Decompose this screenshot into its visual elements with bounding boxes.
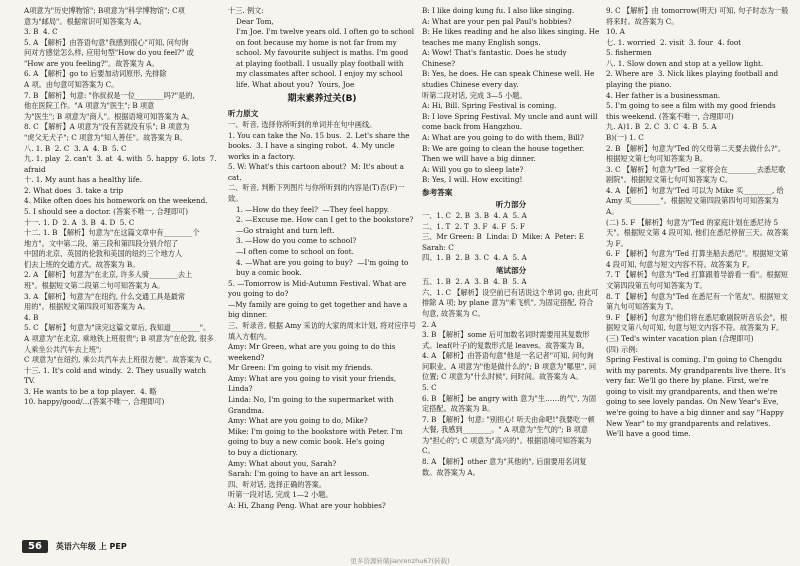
text-line: 5. W: What's this cartoon about? M: It's about a cat.	[228, 162, 407, 182]
text-line: B)(一) 1. C	[606, 132, 644, 142]
text-line: 十. 1. My aunt has a healthy life.	[24, 175, 142, 185]
text-line: Linda: No, I'm going to the supermarket with Grandma.	[228, 395, 396, 415]
text-line: 8. C 【解析】A 项意为"没有苦就没有乐"; B 项意为	[24, 122, 190, 132]
text-line: Amy: What are you going to do, Mike?	[228, 416, 368, 426]
book-title: 英语六年级 上 PEP	[55, 542, 127, 551]
text-line: 4. —What are you going to buy? —I'm going to buy a comic book.	[236, 257, 411, 278]
text-line: 4. B	[24, 312, 39, 322]
text-line: —I often come to school on foot.	[236, 246, 354, 256]
text-line: 他在医院工作。"A 项意为"医生"; B 项意	[24, 101, 155, 111]
text-line: 2. A	[422, 319, 437, 329]
text-line: A: What are you going to do with them, Bill?	[422, 132, 584, 142]
page-number: 56	[22, 540, 48, 553]
text-line: B: He likes reading and he also likes singing. He teaches me many English songs.	[422, 27, 602, 47]
text-line: 用的"。根据短文第四段可知答案为 A。	[24, 302, 150, 312]
text-line: 5. I'm going to see a film with my good friends this weekend. (答案不唯一, 合理即可)	[606, 101, 778, 121]
text-line: 十三. 1. It's cold and windy. 2. They usually watch TV.	[24, 365, 209, 386]
text-line: 听第二段对话, 完成 3—5 小题。	[422, 90, 527, 100]
text-line: 二、1. T 2. T 3. F 4. F 5. F	[422, 221, 525, 231]
text-line: 2. —Excuse me. How can I get to the bookstore?	[236, 215, 414, 225]
text-line: 3. B 【解析】some 后可加数名词时需要用其复数形式。leaf(叶子)的复数形式是 leaves。故答案为 B。	[422, 330, 590, 350]
text-line: 三、Mr Green: B Linda: D Mike: A Peter: E Sarah: C	[422, 232, 589, 252]
text-line: 10. happy/good/...(答案不唯一, 合理即可)	[24, 397, 165, 407]
text-line: 9. C 【解析】由 tomorrow(明天) 可知, 句子时态为一般将来时。故答案为 C。	[606, 6, 789, 26]
text-line: 二、听音, 判断下列图片与你所听到的内容是(T)否(F)一致。	[228, 183, 405, 204]
text-line: 5. C	[422, 382, 437, 392]
text-line: 8. A 【解析】other 意为"其他的", 后面要用名词复数。故答案为 A。	[422, 457, 587, 477]
text-line: Sarah: I'm going to have an art lesson.	[228, 469, 370, 479]
text-line: 3. B 4. C	[24, 27, 58, 37]
watermark-text: 更多资源转储jianrenzhu67(转载)	[350, 557, 450, 565]
text-line: 3. A 【解析】句意为"在纽约, 什么交通工具是最常	[24, 291, 186, 301]
text-line: 五、1. B 2. A 3. B 4. B 5. A	[422, 277, 527, 287]
section-heading: 期末素养过关(B)	[287, 93, 357, 104]
text-line: B: We are going to clean the house together. Then we will have a big dinner.	[422, 143, 587, 164]
text-line: 三、听录音, 根据 Amy 采访的大家的周末计划, 将对应序号填入方框内。	[228, 320, 416, 341]
text-line: 十一. 1. D 2. A 3. B 4. D 5. C	[24, 217, 135, 227]
text-line: —Go straight and turn left.	[236, 225, 335, 235]
part-heading: 笔试部分	[495, 266, 527, 276]
text-line: 3. —How do you come to school?	[236, 236, 357, 246]
text-line: 2. A 【解析】句意为"在北京, 许多人骑________去上	[24, 270, 193, 280]
text-line: to buy a dictionary.	[228, 447, 298, 457]
text-line: 5. —Tomorrow is Mid-Autumn Festival. What are you going to do?	[228, 278, 409, 299]
column-1	[24, 6, 218, 408]
text-line: A项意为"历史博物馆"; B项意为"科学博物馆"; C项	[24, 6, 185, 15]
text-line: 一、1. C 2. B 3. B 4. A 5. A	[422, 211, 527, 221]
text-line: 九. 1. play 2. can't 3. at 4. with 5. happy 6. lots 7. afraid	[24, 154, 219, 174]
text-line: 们去上班的交通方式。故答案为 B。	[24, 259, 140, 269]
text-line: 7. B 【解析】句意: "你叔叔是一位________吗?"是的,	[24, 90, 195, 100]
text-line: A: What are your pen pal Paul's hobbies?	[422, 16, 572, 26]
text-line: 九. A)1. B 2. C 3. C 4. B 5. A	[606, 122, 717, 132]
text-line: 6. B 【解析】be angry with 意为"生……的气", 为固定搭配。故答案为 B。	[422, 393, 597, 414]
text-line: A 项。由句意可知答案为 C。	[24, 80, 119, 90]
text-line: 十二. 1. B 【解析】句意为"在这篇文章中有________个	[24, 228, 200, 238]
text-line: 听第一段对话, 完成 1—2 小题。	[228, 490, 333, 500]
text-line: A 项意为"在北京, 乘地铁上班很贵"; B 项意为"在伦敦, 很多人乘坐公共汽车去上班";	[24, 333, 214, 354]
text-line: (三) Ted's winter vacation plan (合理即可)	[606, 333, 754, 343]
text-line: 四、听对话, 选择正确的答案。	[228, 479, 327, 489]
text-line: 八. 1. B 2. C 3. A 4. B 5. C	[24, 143, 127, 153]
part-heading: 听力部分	[495, 199, 527, 209]
text-line: 2. B 【解析】句意为"Ted 的父母第二天要去做什么?"。根据短文第七句可知答案为 B。	[606, 143, 786, 164]
text-line: 七. 1. worried 2. visit 3. four 4. foot	[606, 37, 742, 47]
text-line: Dear Tom,	[236, 16, 274, 26]
text-line: B: I like doing kung fu. I also like singing.	[422, 6, 575, 15]
text-line: 5. fishermen	[606, 48, 652, 58]
text-line: A: Hi, Bill. Spring Festival is coming.	[422, 101, 557, 111]
text-line: 4. A 【解析】由答语句意"他是一名记者"可知, 问句询问职业。A 项意为"他是做什么的"; B 项意为"哪里", 问位置; C 项意为"什么时候", 问时间。故答案为 A。	[422, 351, 597, 382]
text-line: 四、1. B 2. B 3. C 4. A 5. A	[422, 253, 527, 263]
text-line: Amy: Mr Green, what are you going to do this weekend?	[228, 342, 398, 362]
text-line: 意为"邮局"。根据常识可知答案为 A。	[24, 16, 146, 26]
text-line: 7. T 【解析】句意为"Ted 打算跟着导游看一看"。根据短文第四段第五句可知答案为 T。	[606, 270, 788, 291]
text-line: 问对方感觉怎么样, 应用句型"How do you feel?" 或	[24, 48, 194, 58]
text-line: 1. You can take the No. 15 bus. 2. Let's share the books. 3. I have a singing robot. 4. My uncle works in a factory.	[228, 130, 412, 161]
text-line: Amy: What about you, Sarah?	[228, 458, 337, 468]
text-line: "虎父无犬子"; C 项意为"知人善任"。故答案为 B。	[24, 132, 187, 142]
text-line: 八. 1. Slow down and stop at a yellow light.	[606, 58, 764, 68]
text-line: C 项意为"在纽约, 乘公共汽车去上班很方便"。故答案为 C。	[24, 355, 217, 365]
text-line: 8. T 【解析】句意为"Ted 在悉尼有一个笔友"。根据短文第九句可知答案为 T。	[606, 291, 788, 312]
text-line: A: Will you go to sleep late?	[422, 164, 524, 174]
subsection-heading: 听力原文	[228, 108, 259, 118]
text-line: 6. A 【解析】go to 后要加动词原形, 先排除	[24, 69, 167, 79]
text-line: 4. A 【解析】句意为"Ted 可以为 Mike 买________, 给 Amy 买________"。根据短文第四段第四句可知答案为 A。	[606, 185, 787, 216]
text-line: 六、1. C 【解析】设空前已有话说这个单词 go, 由此可排除 A 项; by plane 意为"乘飞机", 为固定搭配, 符合句意, 故答案为 C。	[422, 287, 599, 318]
text-line: —My family are going to get together and have a big dinner.	[228, 299, 410, 320]
text-line: 5. I should see a doctor. (答案不唯一, 合理即可)	[24, 206, 189, 216]
text-line: 5. A 【解析】由答语句意"我感到很心"可知, 问句询	[24, 37, 189, 47]
text-line: 3. He wants to be a top player. 4. 略	[24, 386, 157, 396]
text-line: 4. Mike often does his homework on the weekend.	[24, 196, 208, 206]
text-line: I'm Joe. I'm twelve years old. I often go to school on foot because my home is not far from my school. My favourite subject is maths. I'm good at playing football. I usually play football with my classmates after school. I enjoy my school life. What about you? Yours, Joe	[236, 27, 417, 90]
text-line: 9. F 【解析】句意为"他们将在悉尼歌剧院听音乐会"。根据短文第八句可知, 句意与短文内容不符。故答案为 F。	[606, 312, 788, 333]
text-line: 4. Her father is a businessman.	[606, 90, 721, 100]
text-line: A: Hi, Zhang Peng. What are your hobbies?	[228, 500, 386, 510]
text-line: Spring Festival is coming. I'm going to Chengdu with my parents. My grandparents live there. It's very far. We'll go there by plane. First, we're going to visit my grandparents, and then we're going to see lovely pandas. On New Year's Eve, we're going to have a big dinner and say "Happy New Year" to my grandparents and relatives. We'll have a good time.	[606, 355, 789, 439]
text-line: 2. Where are 3. Nick likes playing football and playing the piano.	[606, 69, 781, 90]
column-2	[228, 6, 416, 511]
text-line: 一、听音, 选择你所听到的单词并在句中画线。	[228, 120, 377, 129]
text-line: 中国的北京、英国的伦敦和美国的纽约三个地方人	[24, 249, 183, 259]
text-line: 5. C 【解析】句意为"读完这篇文章后, 我知道________"。	[24, 323, 211, 333]
text-line: 地方"。文中第二段、第三段和第四段分别介绍了	[24, 238, 179, 248]
subsection-heading: 参考答案	[422, 187, 453, 197]
page-footer	[22, 540, 127, 553]
text-line: 十三. 例文:	[228, 6, 264, 15]
text-line: 10. A	[606, 27, 625, 37]
column-3	[422, 6, 600, 478]
text-line: B: Yes, he does. He can speak Chinese well. He studies Chinese every day.	[422, 69, 597, 90]
text-line: 7. B 【解析】句意: "别担心! 听天由命吧!"我要吃一顿大餐, 我感到________。" A 项意为"生气的"; B 项意为"担心的"; C 项意为"高兴的"。根据语境可知答案为 C。	[422, 414, 595, 456]
text-line: Amy: What are you going to visit your friends, Linda?	[228, 373, 399, 394]
text-line: B: I love Spring Festival. My uncle and aunt will come back from Hangzhou.	[422, 111, 600, 132]
text-line: 1. —How do they feel? —They feel happy.	[236, 204, 390, 214]
text-line: (二) 5. F 【解析】句意为"Ted 的家庭计划在悉尼待 5 天"。根据短文第 4 段可知, 他们在悉尼停留三天。故答案为 F。	[606, 217, 789, 248]
text-line: Mr Green: I'm going to visit my friends.	[228, 363, 373, 373]
text-line: A: Wow! That's fantastic. Does he study Chinese?	[422, 48, 569, 68]
text-line: 6. F 【解析】句意为"Ted 打算坐船去悉尼"。根据短文第 4 段可知, 句意与短文内容不符。故答案为 F。	[606, 249, 791, 269]
column-4	[606, 6, 790, 440]
text-line: Mike: I'm going to the bookstore with Peter. I'm going to buy a new comic book. He's going	[228, 426, 405, 447]
text-line: B: Yes, I will. How exciting!	[422, 175, 523, 185]
text-line: 为"医生"; B 项意为"商人"。根据语境可知答案为 A。	[24, 111, 194, 121]
text-line: 班"。根据短文第二段第二句可知答案为 A。	[24, 281, 165, 291]
text-line: (四) 示例:	[606, 344, 638, 354]
text-line: 3. C 【解析】句意为"Ted 一家将会在________去悉尼歌剧院"。根据短文第七句可知答案为 C。	[606, 164, 786, 185]
text-line: 2. What does 3. take a trip	[24, 185, 124, 195]
text-line: "How are you feeling?"。故答案为 A。	[24, 58, 159, 68]
